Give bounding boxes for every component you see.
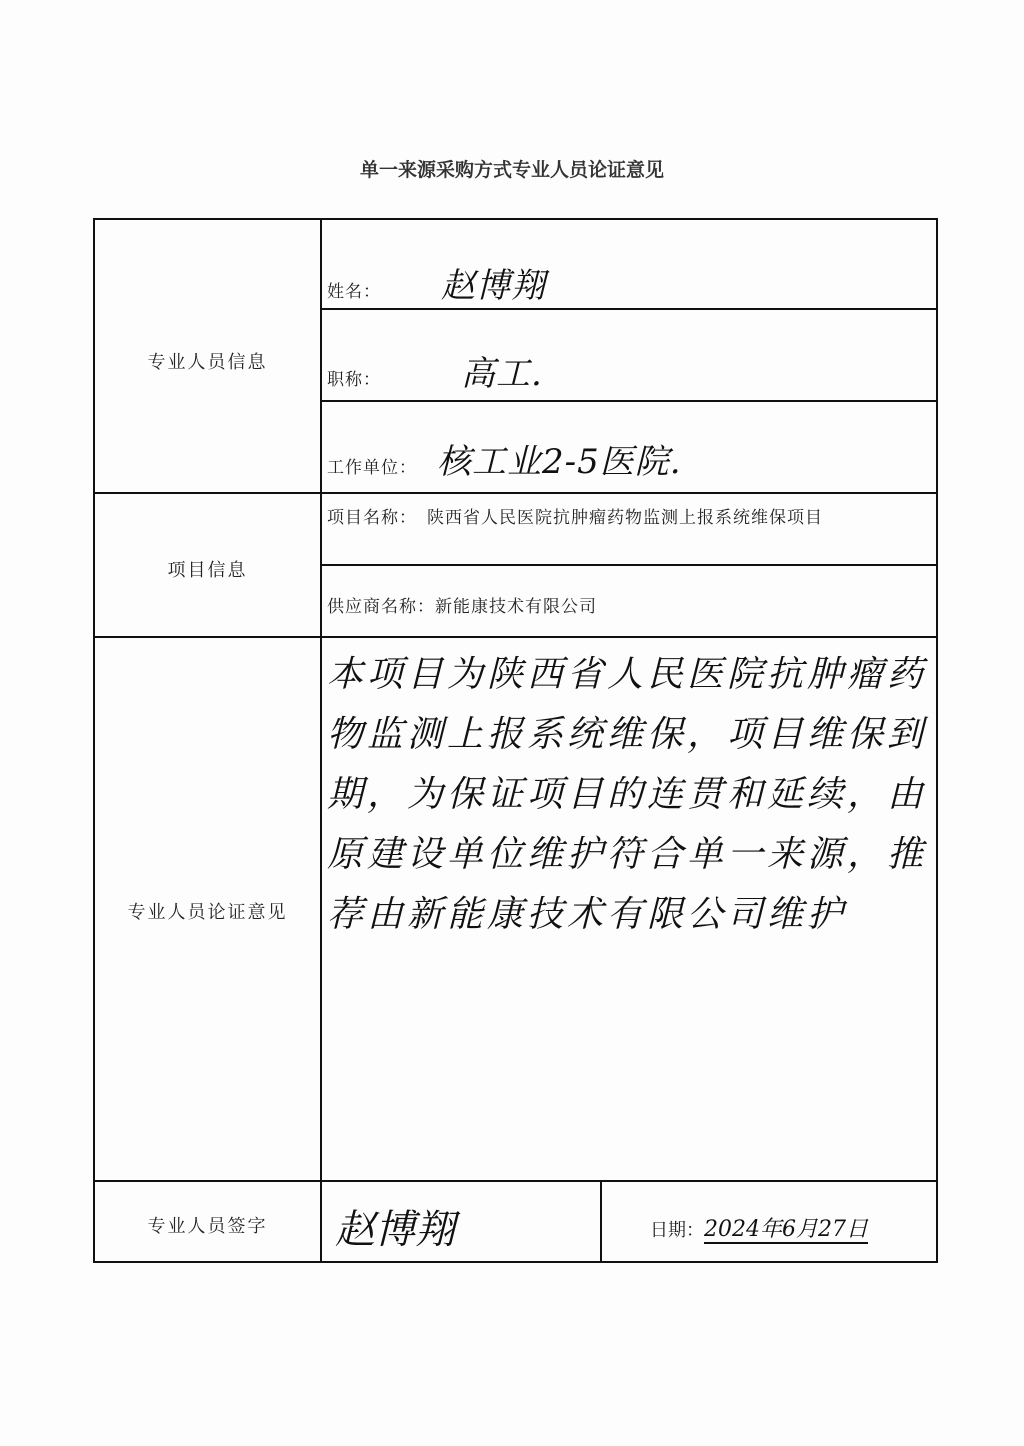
document-title: 单一来源采购方式专业人员论证意见: [359, 159, 664, 181]
unit-field: [327, 434, 682, 483]
column-divider: [600, 1180, 602, 1263]
section-project-info: 项目信息: [167, 560, 248, 581]
signature-value: 赵博翔: [335, 1207, 455, 1253]
row-divider: [95, 1180, 936, 1182]
title-value: 高工.: [461, 354, 543, 394]
supplier-field: [327, 592, 597, 617]
unit-value: 核工业2-5医院.: [437, 442, 682, 482]
row-divider: [95, 636, 936, 638]
section-opinion: 专业人员论证意见: [127, 902, 288, 923]
supplier-value: 新能康技术有限公司: [435, 597, 597, 617]
opinion-text: 本项目为陕西省人民医院抗肿瘤药物监测上报系统维保，项目维保到期，为保证项目的连贯和延续，由原建设单位维护符合单一来源，推荐由新能康技术有限公司维护: [327, 654, 928, 935]
title-field: [327, 346, 543, 395]
title-label: 职称：: [327, 370, 381, 390]
name-label: 姓名：: [327, 282, 381, 302]
date-field: [650, 1212, 868, 1243]
form-table: [93, 218, 938, 1263]
project-field: [327, 504, 932, 532]
row-divider: [320, 308, 936, 310]
supplier-label: 供应商名称：: [327, 597, 435, 617]
column-divider: [320, 220, 322, 1263]
row-divider: [320, 400, 936, 402]
date-label: 日期：: [650, 1220, 704, 1241]
section-signature: 专业人员签字: [147, 1216, 268, 1237]
row-divider: [95, 492, 936, 494]
row-divider: [320, 564, 936, 566]
unit-label: 工作单位：: [327, 458, 417, 478]
name-value: 赵博翔: [441, 266, 546, 306]
date-value: 2024年6月27日: [704, 1217, 868, 1242]
project-value: 陕西省人民医院抗肿瘤药物监测上报系统维保项目: [427, 508, 823, 528]
project-label: 项目名称：: [327, 508, 417, 528]
section-personnel-info: 专业人员信息: [147, 352, 268, 373]
name-field: [327, 258, 546, 307]
